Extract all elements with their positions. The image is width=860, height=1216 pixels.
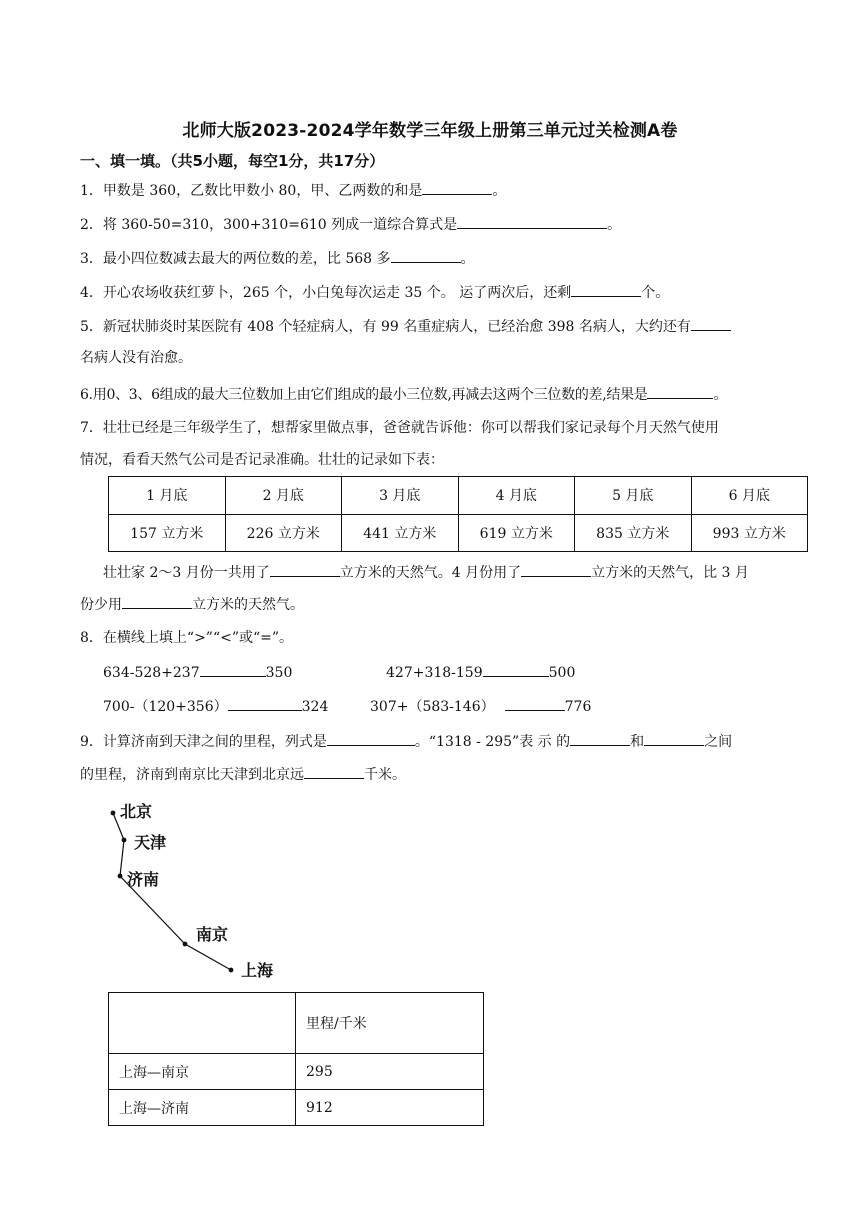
compare-item-2 <box>386 662 575 683</box>
answer-blank[interactable] <box>270 562 340 577</box>
answer-blank[interactable] <box>304 764 364 779</box>
table-row <box>109 1090 484 1126</box>
question-3-text: 3．最小四位数减去最大的两位数的差，比 568 多 <box>80 251 391 267</box>
question-1 <box>80 180 506 201</box>
reading-cell: 441 立方米 <box>342 514 459 552</box>
question-9-text: 的里程，济南到南京比天津到北京远 <box>80 767 304 783</box>
table-row-readings <box>109 514 808 552</box>
route-map <box>100 796 300 986</box>
question-5 <box>80 316 731 337</box>
answer-blank[interactable] <box>422 180 492 195</box>
month-cell: 4 月底 <box>458 477 575 515</box>
answer-blank[interactable] <box>691 316 731 331</box>
answer-blank[interactable] <box>327 731 415 746</box>
expression: 634-528+237 <box>103 665 200 681</box>
reading-cell: 835 立方米 <box>575 514 692 552</box>
question-3-end: 。 <box>460 251 475 267</box>
question-2-text: 2．将 360-50=310，300+310=610 列成一道综合算式是 <box>80 217 458 233</box>
table-row <box>109 1054 484 1090</box>
city-dot <box>122 838 127 843</box>
question-7-text: 立方米的天然气。4 月份用了 <box>339 565 522 581</box>
question-5-text: 5．新冠状肺炎时某医院有 408 个轻症病人，有 99 名重症病人，已经治愈 398 名病人，大约还有 <box>80 319 691 335</box>
question-7-text: 份少用 <box>80 597 122 613</box>
distance-cell: 912 <box>296 1090 484 1126</box>
answer-blank[interactable] <box>571 282 641 297</box>
month-cell: 2 月底 <box>225 477 342 515</box>
question-3 <box>80 248 475 269</box>
question-7-line-1: 7．壮壮已经是三年级学生了，想帮家里做点事，爸爸就告诉他：你可以帮我们家记录每个月天然气使用 <box>80 420 719 436</box>
answer-blank[interactable] <box>483 662 549 677</box>
question-9-text: 千米。 <box>364 767 406 783</box>
question-2-end: 。 <box>607 217 622 233</box>
question-8: 8．在横线上填上“>”“<”或“=”。 <box>80 630 294 646</box>
compare-item-4 <box>370 696 591 717</box>
route-cell: 上海—济南 <box>109 1090 296 1126</box>
table-row-months <box>109 477 808 515</box>
table-cell-empty <box>109 993 296 1054</box>
city-dot <box>118 874 123 879</box>
page-title: 北师大版2023-2024学年数学三年级上册第三单元过关检测A卷 <box>182 121 678 141</box>
compare-value: 776 <box>564 699 592 715</box>
question-4 <box>80 282 669 303</box>
answer-blank[interactable] <box>228 696 302 711</box>
answer-blank[interactable] <box>570 731 630 746</box>
answer-blank[interactable] <box>505 696 565 711</box>
question-9-text: 和 <box>630 734 645 750</box>
compare-value: 500 <box>548 665 576 681</box>
answer-blank[interactable] <box>647 384 713 399</box>
route-cell: 上海—南京 <box>109 1054 296 1090</box>
question-2 <box>80 214 621 235</box>
question-1-text: 1．甲数是 360，乙数比甲数小 80，甲、乙两数的和是 <box>80 183 423 199</box>
month-cell: 5 月底 <box>575 477 692 515</box>
city-dot <box>111 811 116 816</box>
question-7-text: 立方米的天然气，比 3 月 <box>591 565 749 581</box>
question-7-text: 立方米的天然气。 <box>192 597 304 613</box>
month-cell: 3 月底 <box>342 477 459 515</box>
answer-blank[interactable] <box>644 731 704 746</box>
distance-table <box>108 992 484 1126</box>
reading-cell: 226 立方米 <box>225 514 342 552</box>
compare-item-3 <box>103 696 328 717</box>
reading-cell: 993 立方米 <box>691 514 808 552</box>
question-7-line-3 <box>103 562 749 583</box>
month-cell: 1 月底 <box>109 477 226 515</box>
question-4-text: 4．开心农场收获红萝卜，265 个，小白兔每次运走 35 个。 运了两次后，还剩 <box>80 285 572 301</box>
table-row <box>109 993 484 1054</box>
question-1-end: 。 <box>492 183 507 199</box>
question-7-text: 壮壮家 2～3 月份一共用了 <box>103 565 270 581</box>
reading-cell: 157 立方米 <box>109 514 226 552</box>
question-7-line-2: 情况，看看天然气公司是否记录准确。壮壮的记录如下表： <box>80 452 444 468</box>
question-5-continued: 名病人没有治愈。 <box>80 350 192 366</box>
answer-blank[interactable] <box>122 594 192 609</box>
city-label-shanghai: 上海 <box>241 961 274 980</box>
expression: 307+（583-146） <box>370 699 495 715</box>
expression: 427+318-159 <box>386 665 483 681</box>
question-6 <box>80 384 727 405</box>
question-6-text: 6.用0、3、6组成的最大三位数加上由它们组成的最小三位数,再减去这两个三位数的差,结果是 <box>80 387 648 403</box>
question-4-end: 个。 <box>641 285 670 301</box>
gas-usage-table <box>108 476 808 552</box>
section-heading: 一、填一填。（共5小题，每空1分，共17分） <box>80 152 385 170</box>
answer-blank[interactable] <box>457 214 607 229</box>
city-label-beijing: 北京 <box>120 802 153 821</box>
table-header-distance: 里程/千米 <box>296 993 484 1054</box>
compare-value: 350 <box>265 665 293 681</box>
answer-blank[interactable] <box>391 248 461 263</box>
question-6-end: 。 <box>713 387 728 403</box>
compare-value: 324 <box>301 699 329 715</box>
answer-blank[interactable] <box>200 662 266 677</box>
answer-blank[interactable] <box>521 562 591 577</box>
question-7-line-4 <box>80 594 304 615</box>
question-9-text: 。“1318 - 295”表 示 的 <box>414 734 571 750</box>
expression: 700-（120+356） <box>103 699 228 715</box>
city-label-jinan: 济南 <box>127 870 160 889</box>
question-9-text: 之间 <box>704 734 733 750</box>
reading-cell: 619 立方米 <box>458 514 575 552</box>
month-cell: 6 月底 <box>691 477 808 515</box>
compare-item-1 <box>103 662 292 683</box>
city-label-tianjin: 天津 <box>134 833 167 852</box>
question-9-text: 9．计算济南到天津之间的里程，列式是 <box>80 734 327 750</box>
question-9-line-2 <box>80 764 406 785</box>
city-dot <box>229 968 234 973</box>
city-dot <box>183 942 188 947</box>
question-9-line-1 <box>80 731 732 752</box>
city-label-nanjing: 南京 <box>196 925 229 944</box>
distance-cell: 295 <box>296 1054 484 1090</box>
